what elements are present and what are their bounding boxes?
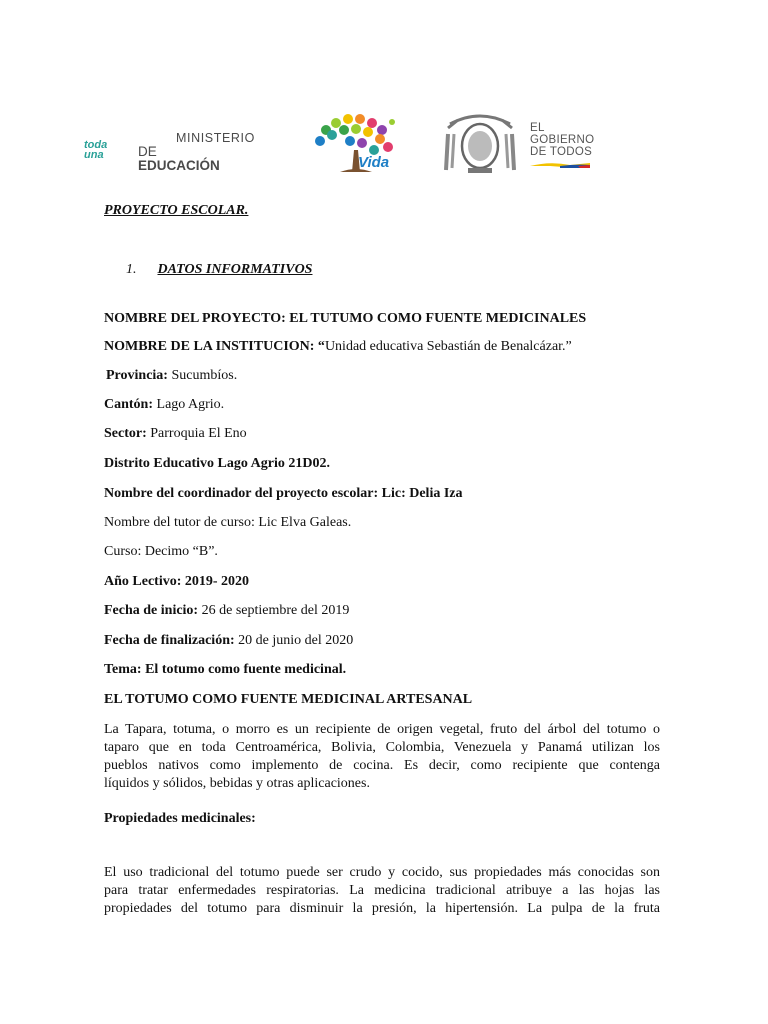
toda-una-vida-text: toda una <box>84 139 108 162</box>
section-heading-artisanal: EL TOTUMO COMO FUENTE MEDICINAL ARTESANAL <box>104 692 473 707</box>
paragraph-line: para tratar enfermedades respiratorias. La medicina tradicional atribuye a las hojas las <box>104 883 660 898</box>
flag-stripe-icon <box>530 162 590 168</box>
ministry-line2: DE EDUCACIÓN <box>138 144 220 174</box>
field-end-date: Fecha de finalización: 20 de junio del 2020 <box>104 633 354 648</box>
section-title: DATOS INFORMATIVOS <box>157 262 313 277</box>
field-canton: Cantón: Lago Agrio. <box>104 397 225 412</box>
field-coordinator: Nombre del coordinador del proyecto escolar: Lic: Delia Iza <box>104 486 463 501</box>
paragraph-line: propiedades del totumo para disminuir la presión, la hipertensión. La pulpa de la fruta <box>104 901 660 916</box>
gobierno-de-todos-logo: EL GOBIERNO DE TODOS <box>530 122 606 168</box>
field-sector: Sector: Parroquia El Eno <box>104 426 247 441</box>
ministry-line1: MINISTERIO <box>176 131 255 145</box>
field-school-year: Año Lectivo: 2019- 2020 <box>104 574 250 589</box>
paragraph-line: taparo que en toda Centroamérica, Bolivia, Colombia, Venezuela y Panamá utilizan los <box>104 740 660 755</box>
field-institution: NOMBRE DE LA INSTITUCION: “Unidad educativa Sebastián de Benalcázar.” <box>104 339 572 354</box>
paragraph-line: pueblos nativos como implemento de cocina. Es decir, como recipiente que contenga <box>104 758 660 773</box>
header-logos <box>60 104 660 186</box>
paragraph-line: líquidos y sólidos, bebidas y otras aplicaciones. <box>104 776 370 791</box>
field-course: Curso: Decimo “B”. <box>104 544 218 559</box>
section-number: 1. <box>126 262 137 277</box>
ecuador-coat-of-arms-icon <box>440 110 520 176</box>
section-heading <box>126 262 312 278</box>
paragraph-line: La Tapara, totuma, o morro es un recipiente de origen vegetal, fruto del árbol del totumo o <box>104 722 660 737</box>
paragraph-intro <box>104 721 660 793</box>
document-title: PROYECTO ESCOLAR. <box>104 203 249 218</box>
subheading-properties: Propiedades medicinales: <box>104 811 256 826</box>
field-topic: Tema: El totumo como fuente medicinal. <box>104 662 347 677</box>
vida-text: Vida <box>358 154 390 171</box>
paragraph-line: El uso tradicional del totumo puede ser crudo y cocido, sus propiedades más conocidas son <box>104 865 660 880</box>
paragraph-properties <box>104 864 660 918</box>
field-province: Provincia: Sucumbíos. <box>106 368 238 383</box>
field-district: Distrito Educativo Lago Agrio 21D02. <box>104 456 330 471</box>
field-tutor: Nombre del tutor de curso: Lic Elva Galeas. <box>104 515 352 530</box>
field-start-date: Fecha de inicio: 26 de septiembre del 2019 <box>104 603 350 618</box>
ministry-logo <box>138 131 255 174</box>
field-project-name: NOMBRE DEL PROYECTO: EL TUTUMO COMO FUENTE MEDICINALES <box>104 311 587 326</box>
